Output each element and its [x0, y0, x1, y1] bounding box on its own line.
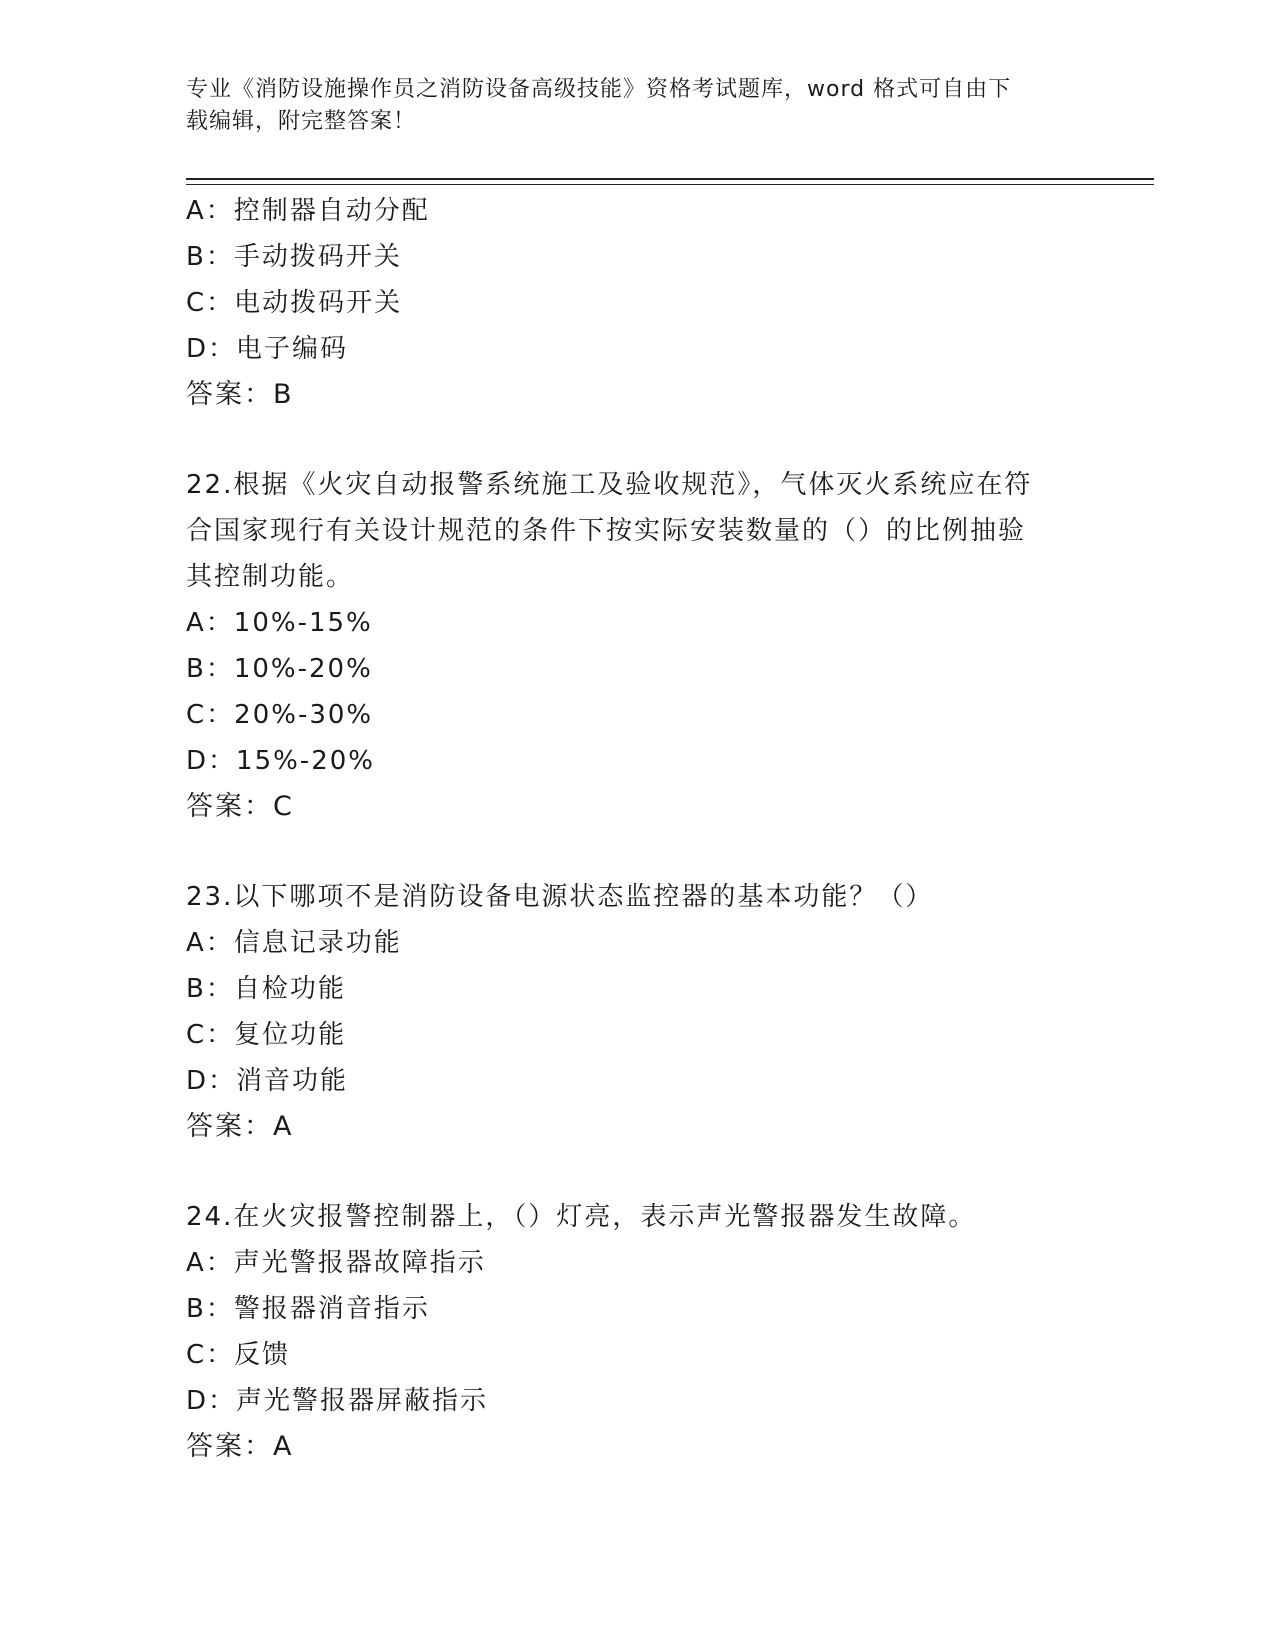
option-c: C：电动拨码开关	[186, 288, 403, 318]
option-a: A：信息记录功能	[186, 928, 402, 958]
option-b: B：自检功能	[186, 974, 346, 1004]
question-24	[186, 1194, 1086, 1470]
option-b: B：10%-20%	[186, 654, 373, 684]
header-divider-thin	[186, 184, 1154, 185]
question-text-line: 合国家现行有关设计规范的条件下按实际安装数量的（）的比例抽验	[186, 516, 1027, 546]
question-list	[186, 188, 1086, 1470]
option-c: C：复位功能	[186, 1020, 347, 1050]
option-b: B：警报器消音指示	[186, 1294, 430, 1324]
question-22	[186, 462, 1086, 830]
question-text-line: 24.在火灾报警控制器上，（）灯亮，表示声光警报器发生故障。	[186, 1202, 977, 1232]
header-divider-thick	[186, 178, 1154, 180]
option-d: D：15%-20%	[186, 746, 375, 776]
question-text-line: 23.以下哪项不是消防设备电源状态监控器的基本功能？（）	[186, 882, 934, 912]
option-c: C：20%-30%	[186, 700, 374, 730]
header-intro-line-2: 载编辑，附完整答案！	[186, 109, 417, 134]
answer: 答案：A	[186, 1431, 294, 1462]
answer: 答案：A	[186, 1111, 294, 1142]
question-text-line: 22.根据《火灾自动报警系统施工及验收规范》，气体灭火系统应在符	[186, 470, 1033, 500]
document-header	[186, 74, 1066, 138]
question-21-continued	[186, 188, 1086, 418]
answer: 答案：B	[186, 379, 294, 410]
option-c: C：反馈	[186, 1340, 291, 1370]
option-b: B：手动拨码开关	[186, 242, 402, 272]
option-a: A：控制器自动分配	[186, 196, 430, 226]
option-a: A：声光警报器故障指示	[186, 1248, 486, 1278]
option-d: D：消音功能	[186, 1066, 349, 1096]
option-d: D：电子编码	[186, 334, 349, 364]
answer: 答案：C	[186, 791, 294, 822]
question-text-line: 其控制功能。	[186, 562, 355, 592]
option-d: D：声光警报器屏蔽指示	[186, 1386, 489, 1416]
header-intro-line-1: 专业《消防设施操作员之消防设备高级技能》资格考试题库，word 格式可自由下	[186, 77, 1012, 102]
option-a: A：10%-15%	[186, 608, 373, 638]
question-23	[186, 874, 1086, 1150]
